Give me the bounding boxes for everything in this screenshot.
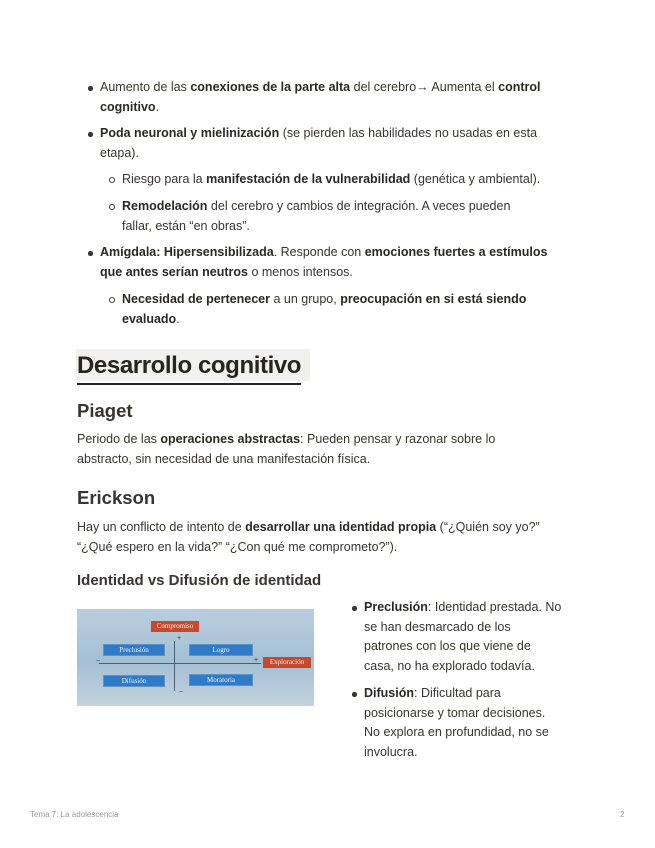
bullet-line: Remodelación del cerebro y cambios de integración. A veces pueden: [122, 199, 511, 213]
paragraph-erickson: [77, 518, 547, 557]
bullet-line: Poda neuronal y mielinización (se pierden las habilidades no usadas en esta: [100, 126, 538, 140]
bullet-line: se han desmarcado de los: [364, 619, 511, 634]
paragraph-line: Periodo de las operaciones abstractas: Pueden pensar y razonar sobre lo: [77, 432, 496, 446]
vertical-axis: [174, 641, 175, 691]
diagram-box-moratoria: Moratoria: [189, 674, 253, 686]
identity-diagram-image: [77, 609, 314, 706]
diagram-label-right: Exploración: [263, 657, 311, 668]
diagram-label-top: Compromiso: [151, 621, 199, 632]
diagram-minus-left: −: [96, 658, 101, 665]
section-heading-erickson: Erickson: [77, 487, 156, 508]
subsection-heading-identidad: Identidad vs Difusión de identidad: [77, 572, 322, 589]
list-item: [122, 290, 526, 329]
bullet-line: cognitivo.: [100, 99, 160, 114]
list-item: [100, 124, 537, 163]
page-title: Desarrollo cognitivo: [77, 350, 301, 385]
page-number: 2: [620, 810, 625, 819]
bullet-line: patrones con los que viene de: [364, 639, 531, 653]
diagram-box-logro: Logro: [189, 644, 253, 656]
diagram-box-difusion: Difusión: [103, 675, 165, 687]
bullet-line: fallar, están “en obras”.: [122, 218, 250, 233]
diagram-plus-top: +: [177, 635, 182, 642]
section-heading-piaget: Piaget: [77, 400, 133, 421]
bullet-line: involucra.: [364, 744, 418, 759]
bullet-line: que antes serían neutros o menos intensos.: [100, 264, 353, 279]
bullet-line: posicionarse y tomar decisiones.: [364, 705, 546, 720]
bullet-line: Riesgo para la manifestación de la vulnerabilidad (genética y ambiental).: [122, 172, 541, 186]
list-item: [100, 78, 541, 117]
list-item: [364, 684, 594, 762]
paragraph-line: abstracto, sin necesidad de una manifestación física.: [77, 451, 371, 466]
list-item: [364, 598, 594, 676]
bullet-line: Aumento de las conexiones de la parte alta del cerebro→ Aumenta el control: [100, 80, 541, 94]
diagram-box-preclusion: Preclusión: [103, 644, 165, 656]
paragraph-line: Hay un conflicto de intento de desarrollar una identidad propia (“¿Quién soy yo?”: [77, 520, 540, 534]
bullet-line: Amígdala: Hipersensibilizada. Responde con emociones fuertes a estímulos: [100, 245, 548, 259]
list-item: [122, 170, 540, 190]
bullet-line: No explora en profundidad, no se: [364, 725, 549, 739]
bullet-line: Preclusión: Identidad prestada. No: [364, 600, 562, 614]
list-item: [100, 243, 547, 282]
bullet-line: evaluado.: [122, 311, 180, 326]
bullet-line: Necesidad de pertenecer a un grupo, preocupación en si está siendo: [122, 292, 527, 306]
list-item: [122, 197, 510, 236]
bullet-line: casa, no ha explorado todavía.: [364, 658, 535, 673]
diagram-minus-bottom: −: [179, 689, 184, 696]
bullet-line: Difusión: Dificultad para: [364, 686, 501, 700]
bullet-line: etapa).: [100, 145, 139, 160]
footer-title: Tema 7: La adolescencia: [30, 810, 119, 819]
diagram-plus-right: +: [254, 657, 259, 664]
horizontal-axis: [99, 663, 261, 664]
paragraph-piaget: [77, 430, 547, 469]
paragraph-line: “¿Qué espero en la vida?” “¿Con qué me comprometo?”).: [77, 539, 398, 554]
